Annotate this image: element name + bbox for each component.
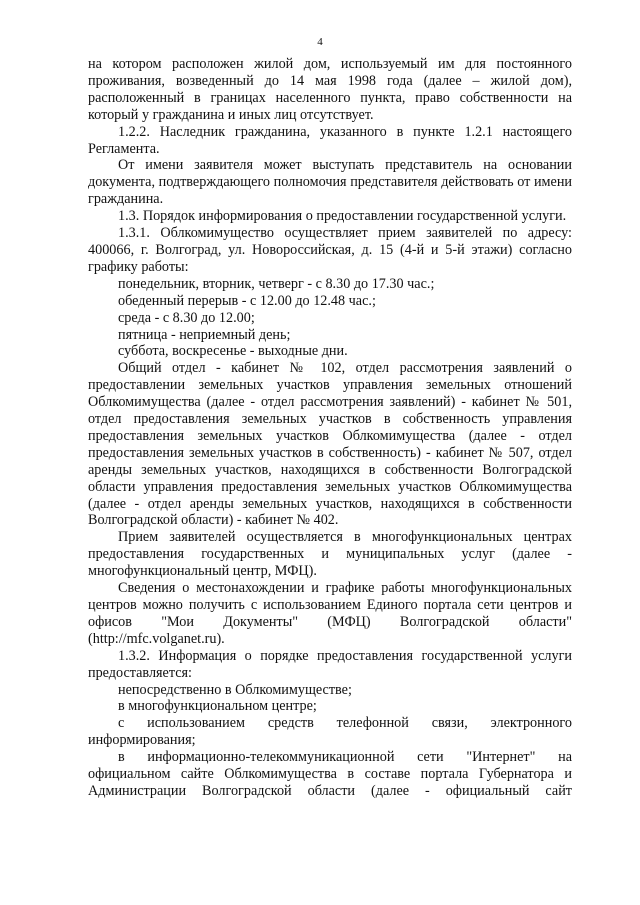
paragraph-mfc-info: Сведения о местонахождении и графике работы многофункциональных центров можно получить с использованием Единого портала сети центров и офисов "Мои Документы" (МФЦ) Волгоградской области" (http://mfc.volganet.ru). <box>88 580 572 647</box>
paragraph-land-plot: на котором расположен жилой дом, используемый им для постоянного проживания, возведенный до 14 мая 1998 года (далее – жилой дом), расположенный в границах населенного пункта, право собственности на который у гражданина и иных лиц отсутствует. <box>88 56 572 123</box>
paragraph-mfc-reception: Прием заявителей осуществляется в многофункциональных центрах предоставления государственных и муниципальных услуг (далее - многофункциональный центр, МФЦ). <box>88 529 572 580</box>
paragraph-internet-channel: в информационно-телекоммуникационной сети "Интернет" на официальном сайте Облкомимущества в составе портала Губернатора и Администрации Волгоградской области (далее - официальный сайт <box>88 749 572 799</box>
paragraph-heir: 1.2.2. Наследник гражданина, указанного в пункте 1.2.1 настоящего Регламента. <box>88 123 572 157</box>
schedule-item: обеденный перерыв - с 12.00 до 12.48 час.; <box>118 292 376 309</box>
channel-item: в многофункциональном центре; <box>118 698 317 715</box>
paragraph-info-provision: 1.3.2. Информация о порядке предоставления государственной услуги предоставляется: <box>88 647 572 681</box>
paragraph-phone-channel: с использованием средств телефонной связи, электронного информирования; <box>88 715 572 749</box>
schedule-item: среда - с 8.30 до 12.00; <box>118 309 255 326</box>
page-number: 4 <box>317 36 323 48</box>
document-body <box>88 56 572 800</box>
schedule-item: понедельник, вторник, четверг - с 8.30 до 17.30 час.; <box>118 275 435 292</box>
paragraph-offices: Общий отдел - кабинет № 102, отдел рассмотрения заявлений о предоставлении земельных участков управления земельных отношений Облкомимущества (далее - отдел рассмотрения заявлений) - кабинет № 501, отдел предоставления земельных участков в собственность управления предоставления земельных участков Облкомимущества (далее - отдел предоставления земельных участков в собственность) - кабинет № 507, отдел аренды земельных участков, находящихся в собственности Волгоградской области управления предоставления земельных участков Облкомимущества (далее - отдел аренды земельных участков, находящихся в собственности Волгоградской области) - кабинет № 402. <box>88 360 572 529</box>
schedule-item: пятница - неприемный день; <box>118 326 291 343</box>
channel-item: непосредственно в Облкомимуществе; <box>118 681 352 698</box>
paragraph-reception-address: 1.3.1. Облкомимущество осуществляет прием заявителей по адресу: 400066, г. Волгоград, ул. Новороссийская, д. 15 (4-й и 5-й этажи) согласно графику работы: <box>88 225 572 275</box>
paragraph-representative: От имени заявителя может выступать представитель на основании документа, подтверждающего полномочия представителя действовать от имени гражданина. <box>88 157 572 208</box>
section-heading-1-3: 1.3. Порядок информирования о предоставлении государственной услуги. <box>118 208 567 225</box>
schedule-item: суббота, воскресенье - выходные дни. <box>118 343 348 360</box>
